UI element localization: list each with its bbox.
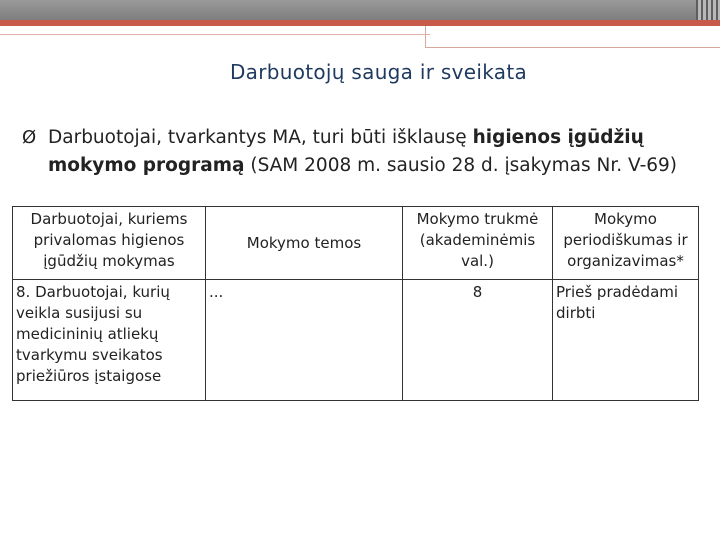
table-row <box>13 280 699 401</box>
header-topics: Mokymo temos <box>206 207 403 280</box>
table-header-row <box>13 207 699 280</box>
header-gray-bar <box>0 0 720 20</box>
bullet-text-bold: higienos įgūdžių mokymo programą <box>48 127 644 176</box>
bullet-text-start: Darbuotojai, tvarkantys MA, turi būti išklausę <box>48 127 473 148</box>
header-corner-frame <box>425 26 720 48</box>
bullet-text <box>48 124 712 180</box>
training-table <box>12 206 699 401</box>
header-thin-line <box>0 34 430 35</box>
cell-duration: 8 <box>403 280 553 401</box>
header-workers: Darbuotojai, kuriems privalomas higienos įgūdžių mokymas <box>13 207 206 280</box>
slide-header-decoration <box>0 0 720 22</box>
bullet-point <box>22 124 712 180</box>
cell-periodicity: Prieš pradėdami dirbti <box>553 280 699 401</box>
bullet-text-end: (SAM 2008 m. sausio 28 d. įsakymas Nr. V-69) <box>244 155 678 176</box>
cell-topics: ... <box>206 280 403 401</box>
cell-category: 8. Darbuotojai, kurių veikla susijusi su medicininių atliekų tvarkymu sveikatos priežiūros įstaigose <box>13 280 206 401</box>
header-periodicity: Mokymo periodiškumas ir organizavimas* <box>553 207 699 280</box>
slide-title: Darbuotojų sauga ir sveikata <box>229 60 528 84</box>
header-duration: Mokymo trukmė (akademinėmis val.) <box>403 207 553 280</box>
arrow-bullet-icon: Ø <box>22 127 37 148</box>
header-stripes <box>696 0 720 20</box>
